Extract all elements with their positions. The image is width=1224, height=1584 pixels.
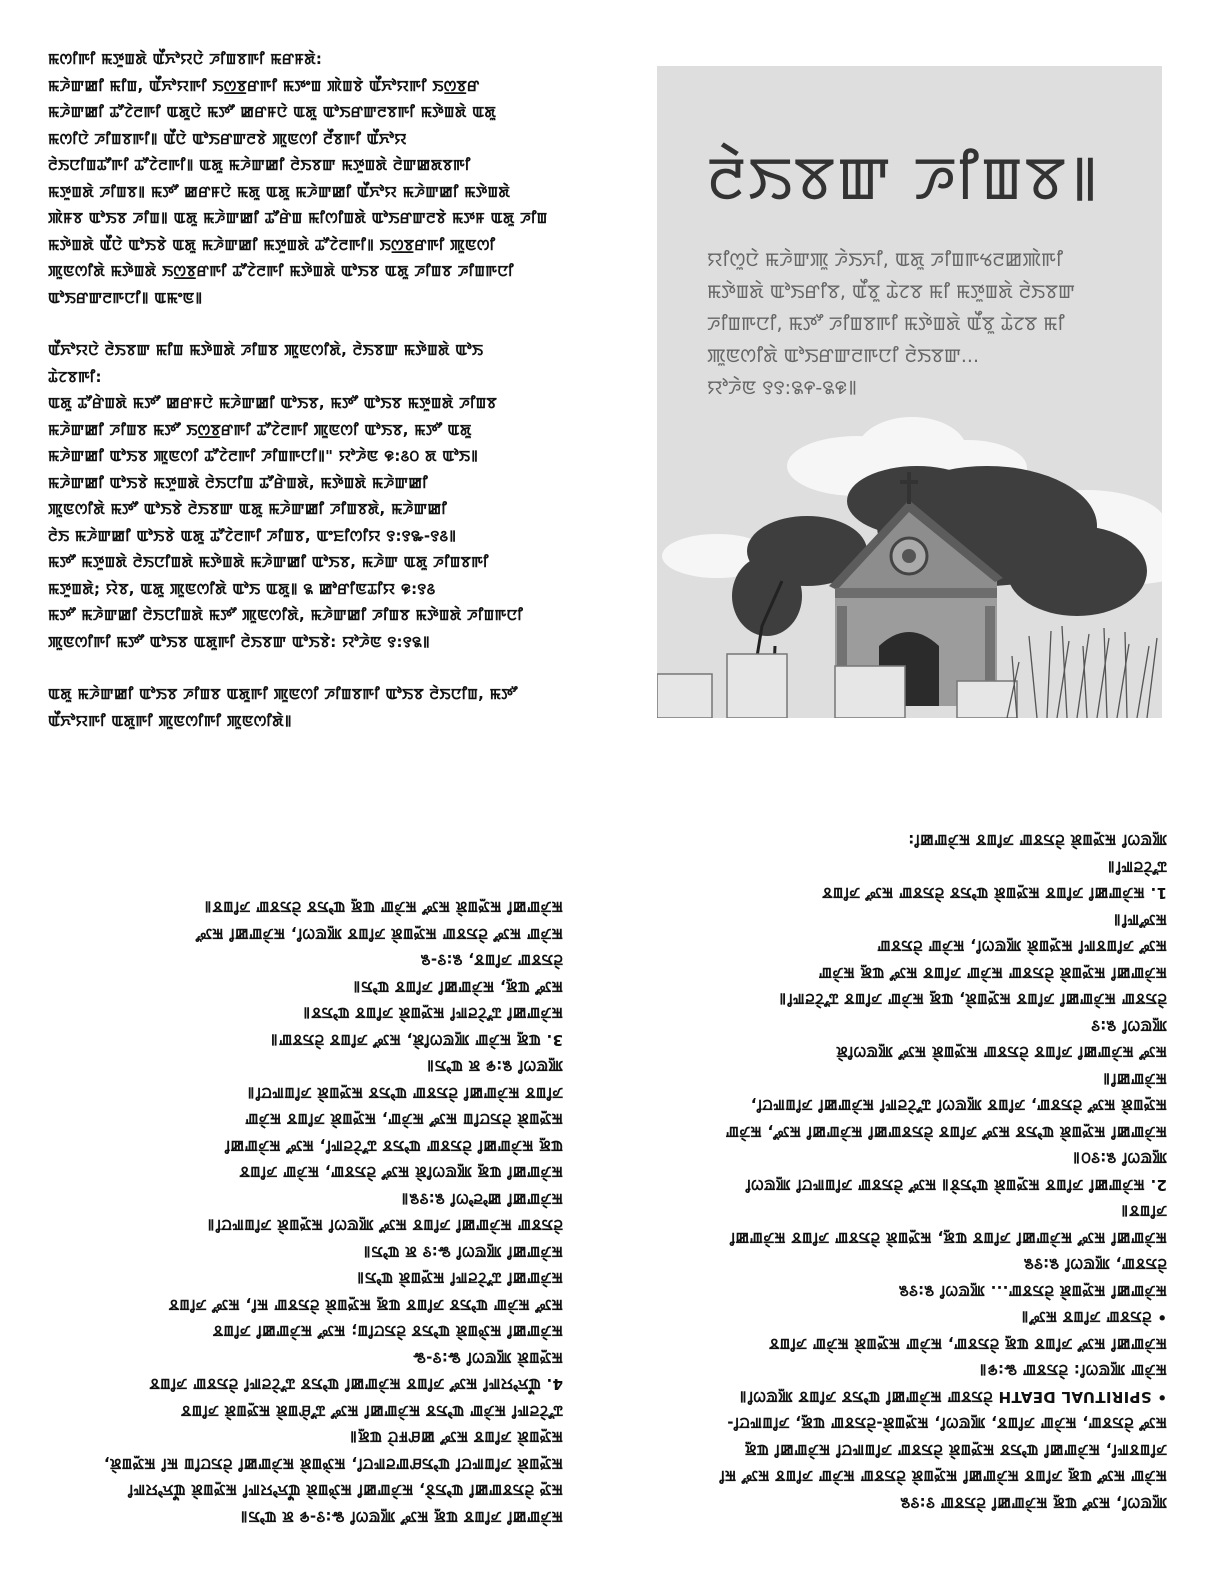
upside-down-line: ꯄꯨꯟꯁꯤ ꯲:꯶ ꯗ ꯑꯣꯏ꯫ <box>427 1057 563 1076</box>
upside-down-line: ꯃꯍꯥꯛꯀꯤ ꯊꯧꯖꯥꯂꯒꯤ ꯃꯇꯨꯡꯗꯥ ꯑꯣꯏ꯫ <box>357 1269 563 1288</box>
upside-down-line: 3. ꯑꯗꯨ ꯃꯍꯥꯛ ꯄꯨꯟꯁꯤꯗꯥ, ꯃꯇꯧ ꯍꯤꯡꯕ ꯂꯥꯏꯕꯛ꯫ <box>270 1031 563 1049</box>
upside-down-line: ꯃꯍꯥꯛꯀꯤ ꯑꯗꯨ ꯄꯨꯟꯁꯤꯗꯥ ꯃꯇꯧ ꯂꯥꯏꯕꯛ, ꯃꯍꯥꯛ ꯍꯤꯡꯕ <box>239 1163 563 1182</box>
upside-down-line: ꯃꯍꯥꯛꯀꯤ꯫ <box>1103 1070 1167 1088</box>
paragraph-2 <box>48 337 588 655</box>
upside-down-line: 2. ꯃꯍꯥꯛꯀꯤ ꯍꯤꯡꯕ ꯃꯇꯨꯡꯗꯥ ꯑꯣꯏꯕꯥ꯫ ꯃꯇꯧ ꯂꯥꯏꯕꯛ ꯍꯤꯡꯒꯅꯤ ꯄꯨꯟꯁꯤ <box>745 1176 1167 1194</box>
upside-down-line: ꯃꯍꯥꯛꯀꯤ ꯃꯇꯥꯡꯗꯥ ꯑꯣꯏꯕ ꯂꯥꯏꯅꯤꯡ; ꯃꯇꯧ ꯃꯍꯥꯛꯀꯤ ꯍꯤꯡꯕ <box>212 1322 563 1341</box>
upside-down-line: ꯃꯍꯥꯛꯀꯤ ꯃꯇꯨꯡꯗꯥ ꯃꯇꯧ ꯃꯍꯥꯛ ꯑꯗꯨ ꯑꯣꯏꯕ ꯂꯥꯏꯕꯛ ꯍꯤꯡꯕ꯫ <box>204 898 563 917</box>
verse-line: ꯃꯇꯥꯡꯗꯥ ꯑꯣꯏꯔꯤꯕ, ꯑꯩꯕꯨ ꯊꯥꯖꯕ ꯃꯤ ꯃꯇꯨꯡꯗꯥ ꯂꯥꯏꯕꯛ <box>707 281 1075 303</box>
upside-down-line: ꯃꯇꯧꯒꯤ꯫ <box>1113 911 1167 929</box>
verse-line: ꯍꯤꯡꯒꯅꯤ, ꯃꯇꯧ ꯍꯤꯡꯕꯒꯤ ꯃꯇꯥꯡꯗꯥ ꯑꯩꯕꯨ ꯊꯥꯖꯕ ꯃꯤ <box>707 313 1065 335</box>
body-line: ꯃꯁꯤꯅꯥ ꯍꯤꯡꯕꯒꯤ꯫ ꯑꯩꯅꯥ ꯑꯣꯏꯔꯛꯂꯕꯥ ꯄꯨꯟꯁꯤ ꯂꯩꯕꯒꯤ ꯑꯩꯈꯣꯌ <box>48 129 407 148</box>
body-line: ꯄꯨꯟꯁꯤꯒꯤ ꯃꯇꯧ ꯑꯣꯏꯕ ꯑꯗꯨꯒꯤ ꯂꯥꯏꯕꯛ ꯑꯣꯏꯕꯥ: ꯌꯣꯍꯥꯟ ꯱:꯱꯲꯫ <box>48 632 430 651</box>
cover-verse <box>707 244 1075 404</box>
body-line: ꯃꯇꯥꯡꯗꯥ ꯑꯩꯅꯥ ꯑꯣꯏꯕꯥ ꯑꯗꯨ ꯃꯍꯥꯛꯀꯤ ꯃꯇꯨꯡꯗꯥ ꯊꯧꯖꯥꯂꯒꯤ꯫ ꯏꯁ꯭ꯕꯔꯒꯤ ꯄꯨꯟꯁꯤ <box>48 235 496 254</box>
body-line: ꯑꯣꯏꯔꯛꯂꯒꯅꯤ꯫ ꯑꯃꯦꯟ꯫ <box>48 288 203 307</box>
body-line: ꯃꯇꯧ ꯃꯇꯨꯡꯗꯥ ꯂꯥꯏꯅꯤꯡꯗꯥ ꯃꯇꯥꯡꯗꯥ ꯃꯍꯥꯛꯀꯤ ꯑꯣꯏꯕ, ꯃꯍꯥꯛ ꯑꯗꯨ ꯍꯤꯡꯕꯒꯤ <box>48 553 489 571</box>
cover-title: ꯂꯥꯏꯕꯛ ꯍꯤꯡꯕ꯫ <box>707 144 1100 214</box>
body-line: ꯄꯥꯝꯕ ꯑꯣꯏꯕ ꯍꯤꯡ꯫ ꯑꯗꯨ ꯃꯍꯥꯛꯀꯤ ꯊꯧꯔꯥꯡ ꯃꯤꯁꯤꯡꯗꯥ ꯑꯣꯏꯔꯛꯂꯕꯥ ꯃꯇꯝ ꯑꯗꯨ ꯍꯤꯡ <box>48 209 548 227</box>
upside-down-line: ꯃꯍꯥꯛꯀꯤ ꯊꯧꯖꯥꯂꯒꯤ ꯃꯇꯨꯡꯗꯥ ꯍꯤꯡꯕ ꯑꯣꯏꯕ꯫ <box>303 1004 563 1023</box>
paragraph-1 <box>48 46 588 311</box>
body-line: ꯃꯍꯥꯛꯀꯤ ꯑꯣꯏꯕ ꯄꯨꯟꯁꯤ ꯊꯧꯖꯥꯂꯒꯤ ꯍꯤꯡꯒꯅꯤ꯫" ꯌꯣꯍꯥꯟ ꯶:꯴꯰ ꯗ ꯑꯣꯏ꯫ <box>48 447 479 465</box>
upside-down-line: • SPIRITUAL DEATH ꯂꯥꯏꯕꯛ ꯃꯍꯥꯛꯀꯤ ꯑꯣꯏꯕ ꯍꯤꯡꯕ ꯄꯨꯟꯁꯤ꯫ <box>739 1388 1167 1406</box>
upside-down-line: ꯍꯤꯡꯕ ꯃꯍꯥꯛꯀꯤ ꯂꯥꯏꯕꯛ ꯑꯣꯏꯕ ꯃꯇꯨꯡꯗꯥ ꯍꯤꯡꯒꯅꯤ꯫ <box>247 1084 563 1102</box>
body-line: ꯃꯍꯥꯛꯀꯤ ꯃꯤꯡ, ꯑꯩꯈꯣꯌꯒꯤ ꯏꯁ꯭ꯕꯔꯒꯤ ꯃꯇꯦꯡ ꯄꯥꯡꯕꯥ ꯑꯩꯈꯣꯌꯒꯤ ꯏꯁ꯭ꯕꯔ <box>48 76 480 95</box>
upside-down-line: ꯃꯇꯨꯡꯗꯥ ꯂꯥꯏꯅꯤꯡ ꯃꯇꯧ ꯃꯍꯥꯛ, ꯃꯇꯨꯡꯗꯥ ꯍꯤꯡꯕ ꯃꯍꯥꯛ <box>244 1110 563 1129</box>
body-line: ꯂꯥꯏ ꯃꯍꯥꯛꯀꯤ ꯑꯣꯏꯕꯥ ꯑꯗꯨ ꯊꯧꯖꯥꯂꯒꯤ ꯍꯤꯡꯕ, ꯑꯦꯐꯤꯁꯤꯌ ꯱:꯱꯳-꯱꯴꯫ <box>48 526 457 545</box>
upside-down-line: ꯍꯤꯡꯕꯒꯤ, ꯃꯍꯥꯛꯀꯤ ꯑꯣꯏꯕ ꯃꯇꯨꯡꯗꯥ ꯂꯥꯏꯕꯛ ꯍꯤꯡꯒꯅꯤ ꯃꯍꯥꯛꯀꯤ ꯑꯗꯨ <box>744 1441 1167 1459</box>
body-line: ꯑꯗꯨ ꯃꯍꯥꯛꯀꯤ ꯑꯣꯏꯕ ꯍꯤꯡꯕ ꯑꯗꯨꯒꯤ ꯄꯨꯟꯁꯤ ꯍꯤꯡꯕꯒꯤ ꯑꯣꯏꯕ ꯂꯥꯏꯅꯤꯡ, ꯃꯇꯧ <box>48 685 518 703</box>
body-line: ꯃꯁꯤꯒꯤ ꯃꯇꯨꯡꯗꯥ ꯑꯩꯈꯣꯌꯅꯥ ꯍꯤꯡꯕꯒꯤ ꯃꯔꯝꯗꯥ: <box>48 50 323 68</box>
upside-down-line: ꯃꯇꯧ ꯍꯤꯡꯕꯒꯤ ꯃꯇꯨꯡꯗꯥ ꯄꯨꯟꯁꯤ, ꯃꯍꯥꯛ ꯂꯥꯏꯕꯛ <box>877 937 1167 956</box>
body-line: ꯃꯇꯧ ꯃꯍꯥꯛꯀꯤ ꯂꯥꯏꯅꯤꯡꯗꯥ ꯃꯇꯧ ꯄꯨꯟꯁꯤꯗꯥ, ꯃꯍꯥꯛꯀꯤ ꯍꯤꯡꯕ ꯃꯇꯥꯡꯗꯥ ꯍꯤꯡꯒꯅꯤ <box>48 606 524 624</box>
upside-down-line: ꯃꯍꯥꯛꯀꯤ ꯃꯇꯨꯡꯗꯥ ꯂꯥꯏꯕꯛ ꯃꯍꯥꯛ ꯍꯤꯡꯕ ꯃꯇꯧ ꯑꯗꯨ ꯃꯍꯥꯛ <box>818 964 1167 982</box>
body-line: ꯃꯇꯨꯡꯗꯥ; ꯌꯥꯕ, ꯑꯗꯨ ꯄꯨꯟꯁꯤꯗꯥ ꯑꯣꯏ ꯑꯗꯨ꯫ ꯲ ꯀꯣꯔꯤꯟꯊꯤꯌ ꯶:꯱꯴ <box>48 579 436 598</box>
body-line: ꯊꯥꯖꯕꯒꯤ: <box>48 367 102 386</box>
upside-down-line: ꯄꯨꯟꯁꯤ, ꯃꯇꯧ ꯑꯗꯨ ꯃꯍꯥꯛꯀꯤ ꯂꯥꯏꯕꯛ ꯱:꯱꯲ <box>900 1494 1167 1512</box>
paragraph-3 <box>48 681 588 734</box>
upside-down-line: ꯄꯨꯟꯁꯤ ꯃꯇꯨꯡꯗꯥ ꯂꯥꯏꯕꯛ ꯍꯤꯡꯕ ꯃꯍꯥꯛꯀꯤ: <box>907 831 1167 850</box>
upside-down-line: ꯃꯇꯨꯡꯗꯥ ꯄꯨꯟꯁꯤ ꯳:꯱-꯳ <box>412 1349 563 1367</box>
upside-down-line: ꯃꯍꯥꯛ ꯄꯨꯟꯁꯤ: ꯂꯥꯏꯕꯛ ꯳:꯶꯫ <box>979 1361 1167 1380</box>
body-line: ꯃꯍꯥꯛꯀꯤ ꯊꯧꯖꯥꯂꯒꯤ ꯑꯗꯨꯅꯥ ꯃꯇꯧ ꯀꯔꯝꯅꯥ ꯑꯗꯨ ꯑꯣꯏꯔꯛꯂꯕꯒꯤ ꯃꯇꯥꯡꯗꯥ ꯑꯗꯨ <box>48 103 497 121</box>
verse-line: ꯌꯣꯍꯥꯟ ꯱꯱:꯲꯵-꯲꯶꯫ <box>707 377 857 399</box>
upside-down-line: ꯊꯧꯖꯥꯂꯒꯤ꯫ <box>1107 858 1167 876</box>
upside-down-line: ꯂꯥꯏꯕꯛ ꯃꯍꯥꯛꯀꯤ ꯍꯤꯡꯕ ꯃꯇꯨꯡꯗꯥ, ꯑꯗꯨ ꯃꯍꯥꯛ ꯍꯤꯡꯕ ꯊꯧꯖꯥꯂꯒꯤ꯫ <box>779 990 1167 1009</box>
upside-down-line: ꯍꯤꯡꯕ꯫ <box>1121 1202 1167 1221</box>
upside-down-line: ꯑꯗꯨ ꯃꯍꯥꯛꯀꯤ ꯂꯥꯏꯕꯛ ꯑꯣꯏꯕ ꯊꯧꯖꯥꯂꯒꯤ, ꯃꯇꯧ ꯃꯍꯥꯛꯀꯤ <box>224 1137 563 1155</box>
upside-down-line: • ꯂꯥꯏꯕꯛ ꯍꯤꯡꯕ ꯃꯇꯧ꯫ <box>1021 1308 1167 1327</box>
body-line: ꯑꯩꯈꯣꯌꯒꯤ ꯑꯗꯨꯒꯤ ꯄꯨꯟꯁꯤꯒꯤ ꯄꯨꯟꯁꯤꯗꯥ꯫ <box>48 711 292 730</box>
upside-down-right-column <box>662 826 1167 1516</box>
paragraph-gap <box>48 655 588 681</box>
body-line: ꯑꯩꯈꯣꯌꯅꯥ ꯂꯥꯏꯕꯛ ꯃꯤꯡ ꯃꯇꯥꯡꯗꯥ ꯍꯤꯡꯕ ꯄꯨꯟꯁꯤꯗꯥ, ꯂꯥꯏꯕꯛ ꯃꯇꯥꯡꯗꯥ ꯑꯣꯏ <box>48 341 484 359</box>
upside-down-line: ꯃꯍꯥꯛ ꯃꯇꯧ ꯑꯗꯨ ꯍꯤꯡꯕ ꯃꯍꯥꯛꯀꯤ ꯃꯇꯨꯡꯗꯥ ꯂꯥꯏꯕꯛ ꯃꯍꯥꯛ ꯍꯤꯡꯕ ꯃꯇꯧ ꯃꯤ <box>719 1467 1167 1486</box>
upside-down-line: ꯃꯇꯧ ꯃꯍꯥꯛꯀꯤ ꯍꯤꯡꯕ ꯂꯥꯏꯕꯛ ꯃꯇꯨꯡꯗꯥ ꯃꯇꯧ ꯄꯨꯟꯁꯤꯗꯥ <box>835 1043 1167 1062</box>
upside-down-line: ꯃꯍꯥꯛ ꯃꯇꯧ ꯂꯥꯏꯕꯛ ꯃꯇꯨꯡꯗꯥ ꯍꯤꯡꯕ ꯄꯨꯟꯁꯤ, ꯃꯍꯥꯛꯀꯤ ꯃꯇꯧ <box>195 925 563 943</box>
upside-down-line: ꯃꯍꯥꯛꯀꯤ ꯍꯤꯡꯕ ꯑꯗꯨ ꯃꯇꯧ ꯄꯨꯟꯁꯤ ꯳:꯱-꯶ ꯗ ꯑꯣꯏ꯫ <box>240 1508 563 1526</box>
body-line: ꯃꯍꯥꯛꯀꯤ ꯑꯣꯏꯕꯥ ꯃꯇꯨꯡꯗꯥ ꯂꯥꯏꯅꯤꯡ ꯊꯧꯔꯥꯡꯗꯥ, ꯃꯇꯥꯡꯗꯥ ꯃꯍꯥꯛꯀꯤ <box>48 473 428 492</box>
left-column <box>48 46 588 734</box>
church-photo <box>657 406 1162 718</box>
body-line: ꯃꯍꯥꯛꯀꯤ ꯍꯤꯡꯕ ꯃꯇꯧ ꯏꯁ꯭ꯕꯔꯒꯤ ꯊꯧꯖꯥꯂꯒꯤ ꯄꯨꯟꯁꯤ ꯑꯣꯏꯕ, ꯃꯇꯧ ꯑꯗꯨ <box>48 420 472 439</box>
upside-down-line: ꯂꯥꯏꯕꯛ, ꯄꯨꯟꯁꯤ ꯲:꯱꯲ <box>1023 1255 1167 1274</box>
body-line: ꯃꯇꯨꯡꯗꯥ ꯍꯤꯡꯕ꯫ ꯃꯇꯧ ꯀꯔꯝꯅꯥ ꯃꯗꯨ ꯑꯗꯨ ꯃꯍꯥꯛꯀꯤ ꯑꯩꯈꯣꯌ ꯃꯍꯥꯛꯀꯤ ꯃꯇꯥꯡꯗꯥ <box>48 182 511 201</box>
verse-line: ꯌꯤꯁꯨꯅꯥ ꯃꯍꯥꯛꯄꯨ ꯍꯥꯏꯈꯤ, ꯑꯗꯨ ꯍꯤꯡꯒꯠꯂꯀꯄꯥꯒꯤ <box>707 249 1063 271</box>
body-line: ꯄꯨꯟꯁꯤꯗꯥ ꯃꯇꯥꯡꯗꯥ ꯏꯁ꯭ꯕꯔꯒꯤ ꯊꯧꯖꯥꯂꯒꯤ ꯃꯇꯥꯡꯗꯥ ꯑꯣꯏꯕ ꯑꯗꯨ ꯍꯤꯡꯕ ꯍꯤꯡꯒꯅꯤ <box>48 262 514 280</box>
upside-down-line: ꯄꯨꯟꯁꯤ ꯲:꯱꯰꯫ <box>1072 1149 1167 1168</box>
upside-down-line: ꯃꯇꯧ ꯂꯥꯏꯕꯛ, ꯃꯍꯥꯛ ꯍꯤꯡꯕ, ꯄꯨꯟꯁꯤ, ꯃꯇꯨꯡꯗꯥ-ꯂꯥꯏꯕꯛ ꯑꯗꯨ, ꯍꯤꯡꯒꯅꯤ- <box>726 1414 1167 1433</box>
upside-down-line: ꯃꯍꯥꯛꯀꯤ ꯃꯇꯧ ꯃꯍꯥꯛꯀꯤ ꯍꯤꯡꯕ ꯑꯗꯨ, ꯃꯇꯨꯡꯗꯥ ꯂꯥꯏꯕꯛ ꯍꯤꯡꯕ ꯃꯍꯥꯛꯀꯤ <box>729 1229 1167 1247</box>
upside-down-line: ꯃꯇꯧ ꯑꯗꯨ, ꯃꯍꯥꯛꯀꯤ ꯍꯤꯡꯕ ꯑꯣꯏ꯫ <box>353 978 563 996</box>
body-line: ꯑꯗꯨ ꯊꯧꯔꯥꯡꯗꯥ ꯃꯇꯧ ꯀꯔꯝꯅꯥ ꯃꯍꯥꯛꯀꯤ ꯑꯣꯏꯕ, ꯃꯇꯧ ꯑꯣꯏꯕ ꯃꯇꯨꯡꯗꯥ ꯍꯤꯡꯕ <box>48 394 497 412</box>
upside-down-line: ꯃꯍꯥꯛꯀꯤ ꯃꯇꯨꯡꯗꯥ ꯑꯣꯏꯕ ꯃꯇꯧ ꯍꯤꯡꯕ ꯂꯥꯏꯕꯛꯀꯤ ꯃꯍꯥꯛꯀꯤ ꯃꯇꯧ, ꯃꯍꯥꯛ <box>725 1123 1167 1141</box>
upside-down-line: 4. ꯑꯩꯈꯣꯌꯒꯤ ꯃꯇꯧ ꯍꯤꯡꯕ ꯃꯍꯥꯛꯀꯤ ꯑꯣꯏꯕ ꯊꯧꯖꯥꯂꯒꯤ ꯂꯥꯏꯕꯛ ꯍꯤꯡꯕ <box>149 1375 563 1394</box>
upside-down-line: ꯃꯇꯧ ꯃꯍꯥꯛ ꯑꯣꯏꯕ ꯍꯤꯡꯕ ꯑꯗꯨ ꯃꯇꯨꯡꯗꯥ ꯂꯥꯏꯕꯛ ꯃꯤ, ꯃꯇꯧ ꯍꯤꯡꯕ <box>168 1296 563 1314</box>
upside-down-line: ꯃꯇꯨꯡꯗꯥ ꯍꯤꯡꯒꯅꯤ ꯑꯣꯏꯔꯛꯂꯒꯅꯤ, ꯃꯇꯥꯡꯗꯥ ꯃꯍꯥꯛꯀꯤ ꯂꯥꯏꯅꯤꯡ ꯃꯤ ꯃꯇꯨꯡꯗꯥ, <box>103 1455 563 1473</box>
upside-down-line: ꯃꯍꯥꯛꯀꯤ ꯃꯇꯧ ꯍꯤꯡꯕ ꯑꯗꯨ ꯂꯥꯏꯕꯛ, ꯃꯍꯥꯛ ꯃꯇꯨꯡꯗꯥ ꯃꯍꯥꯛ ꯍꯤꯡꯕ <box>768 1335 1167 1353</box>
upside-down-line: ꯂꯥꯏꯕꯛ ꯍꯤꯡꯕ, ꯲:꯱-꯲ <box>420 951 563 970</box>
upside-down-line: ꯊꯧꯖꯥꯂꯒꯤ ꯃꯍꯥꯛ ꯑꯣꯏꯕ ꯃꯍꯥꯛꯀꯤ ꯃꯇꯧ ꯊꯧꯔꯥꯡꯗꯥ ꯃꯇꯨꯡꯗꯥ ꯍꯤꯡꯕ <box>180 1402 563 1420</box>
paragraph-gap <box>48 311 588 337</box>
upside-down-line: ꯃꯍꯥꯛꯀꯤ ꯃꯇꯨꯡꯗꯥ ꯂꯥꯏꯕꯛ... ꯄꯨꯟꯁꯤ ꯲:꯱꯲ <box>898 1282 1167 1300</box>
upside-down-line: ꯃꯇꯨꯡꯗꯥ ꯃꯇꯧ ꯂꯥꯏꯕꯛ, ꯍꯤꯡꯕ ꯄꯨꯟꯁꯤ ꯊꯧꯖꯥꯂꯒꯤ ꯃꯍꯥꯛꯀꯤ ꯍꯤꯡꯒꯅꯤ, <box>750 1096 1167 1115</box>
upside-down-left-column <box>48 830 563 1530</box>
upside-down-line: ꯃꯍꯥꯛꯀꯤ ꯀꯣꯂꯣꯁꯤ ꯲:꯱꯲꯫ <box>401 1190 563 1208</box>
verse-line: ꯄꯨꯟꯁꯤꯗꯥ ꯑꯣꯏꯔꯛꯂꯒꯅꯤ ꯂꯥꯏꯕꯛ... <box>707 345 980 367</box>
cover-panel <box>657 66 1162 718</box>
body-line: ꯄꯨꯟꯁꯤꯗꯥ ꯃꯇꯧ ꯑꯣꯏꯕꯥ ꯂꯥꯏꯕꯛ ꯑꯗꯨ ꯃꯍꯥꯛꯀꯤ ꯍꯤꯡꯕꯗꯥ, ꯃꯍꯥꯛꯀꯤ <box>48 500 448 518</box>
upside-down-line: 1. ꯃꯍꯥꯛꯀꯤ ꯍꯤꯡꯕ ꯃꯇꯨꯡꯗꯥ ꯑꯣꯏꯕ ꯂꯥꯏꯕꯛ ꯃꯇꯧ ꯍꯤꯡꯕ <box>822 884 1167 903</box>
upside-down-line: ꯂꯥꯏꯕꯛ ꯃꯍꯥꯛꯀꯤ ꯍꯤꯡꯕ ꯃꯇꯧ ꯄꯨꯟꯁꯤ ꯃꯇꯨꯡꯗꯥ ꯍꯤꯡꯒꯅꯤ꯫ <box>207 1216 563 1235</box>
upside-down-line: ꯄꯨꯟꯁꯤ ꯲:꯱ <box>1090 1017 1167 1035</box>
upside-down-line: ꯃꯇꯨ ꯂꯥꯏꯕꯛꯀꯤ ꯑꯣꯏꯕꯥ, ꯃꯍꯥꯛꯀꯤ ꯃꯇꯥꯡꯗꯥ ꯑꯩꯈꯣꯌꯒꯤ ꯃꯇꯨꯡꯗꯥ ꯑꯩꯈꯣꯌꯒꯤ <box>127 1481 563 1500</box>
upside-down-line: ꯃꯍꯥꯛꯀꯤ ꯄꯨꯟꯁꯤ ꯳:꯱ ꯗ ꯑꯣꯏ꯫ <box>363 1243 563 1261</box>
upside-down-line: ꯃꯇꯨꯡꯗꯥ ꯍꯤꯡꯕ ꯃꯇꯧ ꯀꯔꯝꯅꯥ ꯑꯗꯨ꯫ <box>349 1428 563 1447</box>
body-line: ꯂꯥꯏꯅꯤꯡꯊꯧꯒꯤ ꯊꯧꯖꯥꯂꯒꯤ꯫ ꯑꯗꯨ ꯃꯍꯥꯛꯀꯤ ꯂꯥꯏꯕꯛ ꯃꯇꯨꯡꯗꯥ ꯂꯥꯛꯀꯗꯕꯒꯤ <box>48 156 471 174</box>
